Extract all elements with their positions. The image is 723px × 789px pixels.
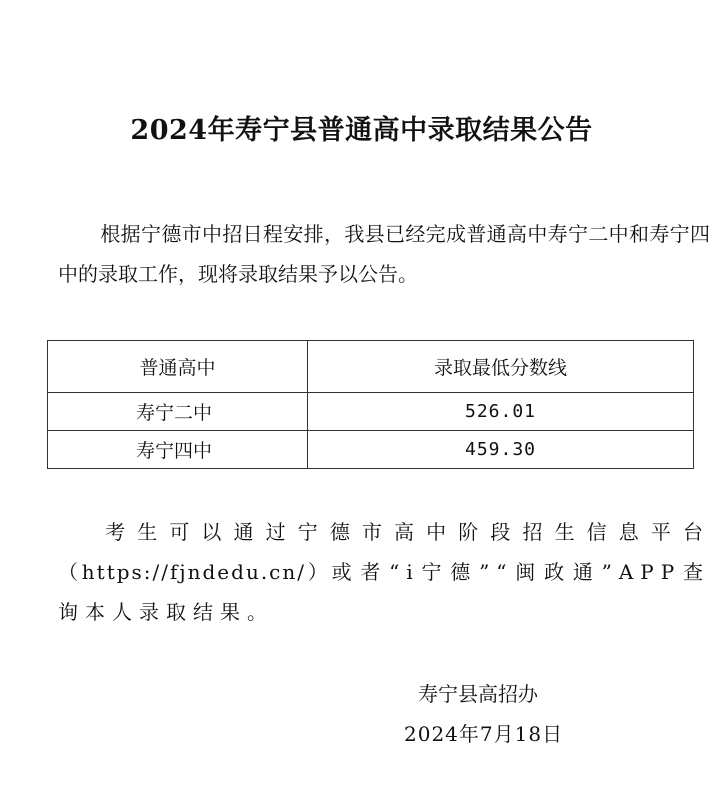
issuer-signature: 寿宁县高招办 bbox=[418, 682, 538, 706]
notice-paragraph bbox=[58, 512, 710, 632]
header-min-score: 录取最低分数线 bbox=[308, 341, 694, 393]
notice-text-part1: 考生可以通过宁德市高中阶段招生信息平台 bbox=[100, 520, 710, 544]
issue-date: 2024年7月18日 bbox=[404, 722, 564, 746]
school-name-cell: 寿宁四中 bbox=[48, 431, 308, 469]
min-score-cell: 526.01 bbox=[308, 393, 694, 431]
platform-url-link[interactable]: （https://fjndedu.cn/） bbox=[58, 560, 332, 584]
table-row bbox=[48, 393, 694, 431]
min-score-cell: 459.30 bbox=[308, 431, 694, 469]
table-row bbox=[48, 431, 694, 469]
page-title: 2024年寿宁县普通高中录取结果公告 bbox=[130, 115, 593, 146]
admission-score-table bbox=[47, 340, 694, 469]
intro-text: 根据宁德市中招日程安排，我县已经完成普通高中寿宁二中和寿宁四中的录取工作，现将录取结果予以公告。 bbox=[58, 222, 710, 286]
intro-paragraph bbox=[58, 214, 710, 294]
notice-text-part2: 或者“i宁德”“闽政通”APP查询本人录取结果。 bbox=[58, 560, 710, 624]
header-school: 普通高中 bbox=[48, 341, 308, 393]
table-header-row bbox=[48, 341, 694, 393]
school-name-cell: 寿宁二中 bbox=[48, 393, 308, 431]
